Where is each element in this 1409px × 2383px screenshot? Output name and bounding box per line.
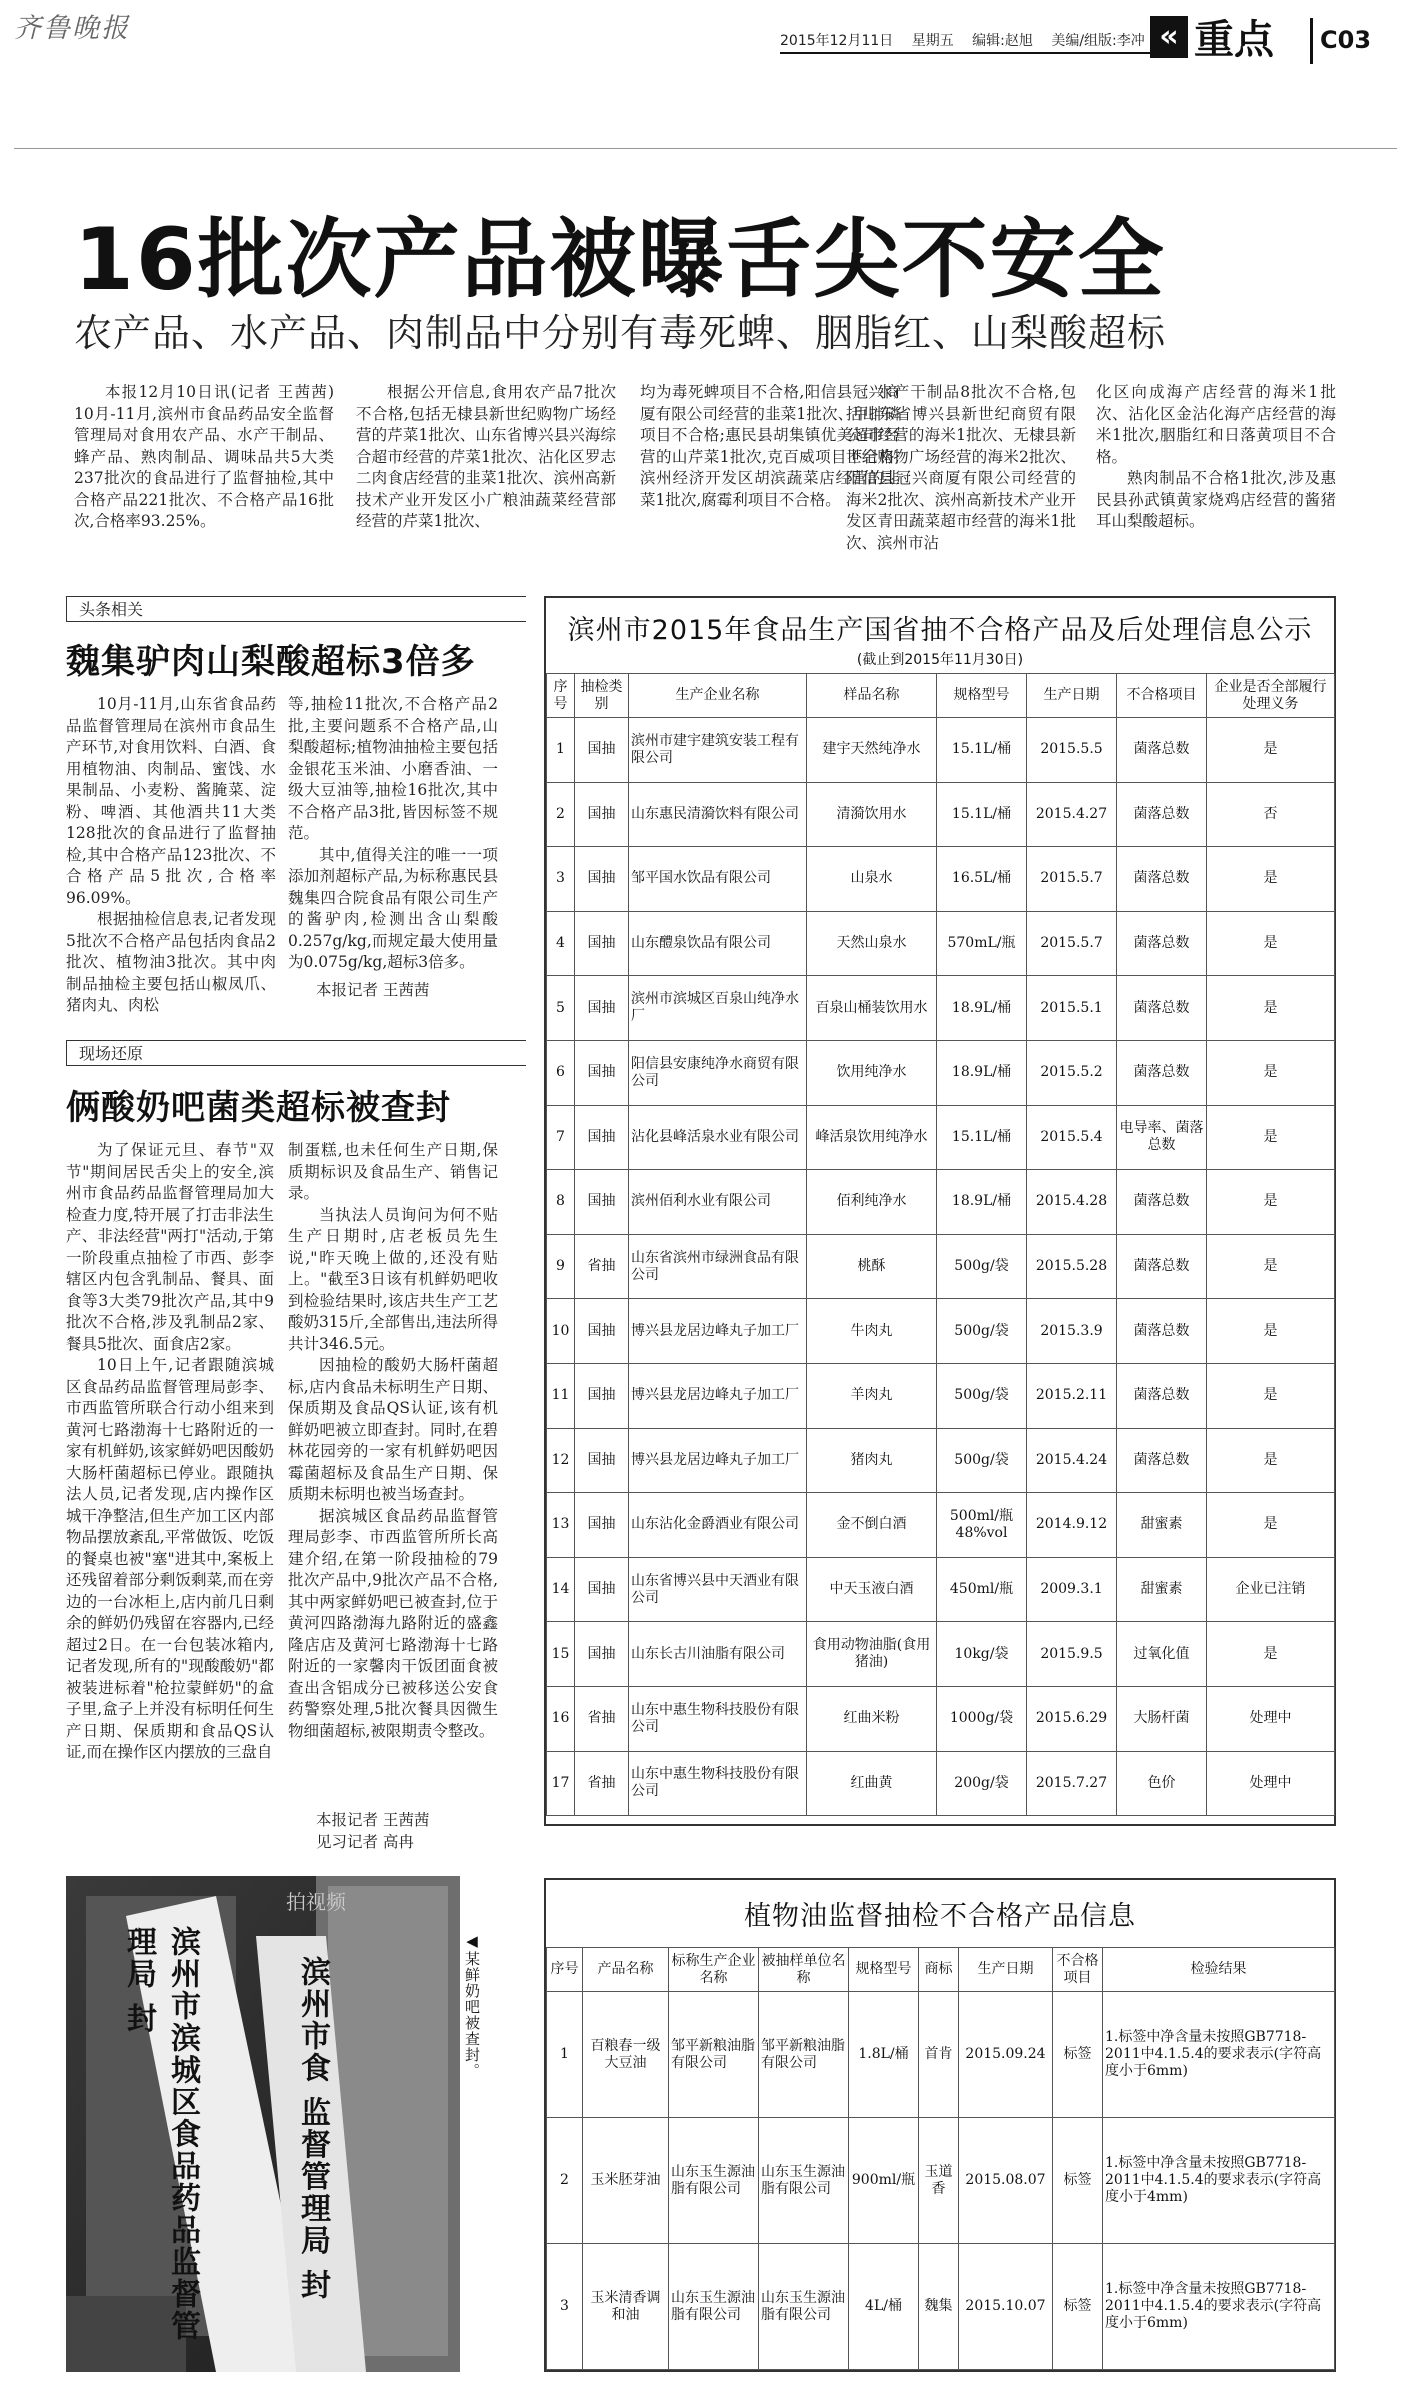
table1-cell: 大肠杆菌 (1117, 1686, 1207, 1751)
top-rule (14, 148, 1397, 149)
table1-cell: 滨州佰利水业有限公司 (629, 1170, 807, 1235)
table1-row (547, 1557, 1335, 1622)
table2-cell: 4L/桶 (849, 2244, 919, 2370)
table1-cell: 2 (547, 782, 575, 847)
table1-header-row (547, 674, 1335, 718)
table1-header-cell: 样品名称 (807, 674, 937, 718)
table1-cell: 菌落总数 (1117, 1299, 1207, 1364)
page-number: C03 (1320, 26, 1372, 54)
table1-cell: 否 (1207, 782, 1335, 847)
table2-cell: 邹平新粮油脂有限公司 (759, 1992, 849, 2118)
seal-sash-2: 滨州市食 监督管理局 封 (295, 1956, 330, 2301)
table1-cell: 是 (1207, 1493, 1335, 1558)
table1-cell: 山东省滨州市绿洲食品有限公司 (629, 1234, 807, 1299)
table2-header-cell: 序号 (547, 1948, 583, 1992)
table1-cell: 是 (1207, 1622, 1335, 1687)
table1-cell: 菌落总数 (1117, 782, 1207, 847)
table2-header-cell: 不合格项目 (1053, 1948, 1103, 1992)
table1-body (547, 718, 1335, 1816)
table1-cell: 山东沾化金爵酒业有限公司 (629, 1493, 807, 1558)
table1-cell: 17 (547, 1751, 575, 1816)
lead-column-4: 水产干制品8批次不合格,包括山东省博兴县新世纪商贸有限公司经营的海米1批次、无棣县新世纪购物广场经营的海米2批次、阳信县冠兴商厦有限公司经营的海米2批次、滨州高新技术产业开发区青田蔬菜超市经营的海米1批次、滨州市沾 (846, 383, 1076, 552)
table2-header-cell: 被抽样单位名称 (759, 1948, 849, 1992)
table1-cell: 2015.5.5 (1027, 718, 1117, 783)
table1-cell: 1000g/袋 (937, 1686, 1027, 1751)
table2-header-cell: 标称生产企业名称 (669, 1948, 759, 1992)
table1-cell: 2015.5.28 (1027, 1234, 1117, 1299)
table2-cell: 标签 (1053, 2244, 1103, 2370)
designer-credit: 美编/组版:李冲 (1051, 33, 1145, 49)
table1-cell: 500ml/瓶 48%vol (937, 1493, 1027, 1558)
table1-header-cell: 规格型号 (937, 674, 1027, 718)
table1-cell: 菌落总数 (1117, 1170, 1207, 1235)
table1-row (547, 1428, 1335, 1493)
table1-cell: 建宇天然纯净水 (807, 718, 937, 783)
editor-credit: 编辑:赵旭 (972, 33, 1033, 49)
table1-cell: 2015.4.28 (1027, 1170, 1117, 1235)
table1-cell: 18.9L/桶 (937, 1040, 1027, 1105)
table1-grid (546, 673, 1335, 1816)
table1-cell: 邹平国水饮品有限公司 (629, 847, 807, 912)
table1-cell: 滨州市建宇建筑安装工程有限公司 (629, 718, 807, 783)
table1-cell: 菌落总数 (1117, 847, 1207, 912)
table1-cell: 省抽 (575, 1751, 629, 1816)
table1-cell: 2015.5.1 (1027, 976, 1117, 1041)
table1-cell: 国抽 (575, 1299, 629, 1364)
table1-row (547, 1170, 1335, 1235)
related-title: 魏集驴肉山梨酸超标3倍多 (66, 642, 476, 682)
scene-p3: 制蛋糕,也未任何生产日期,保质期标识及食品生产、销售记录。 (288, 1141, 498, 1202)
table1-cell: 10kg/袋 (937, 1622, 1027, 1687)
table2-grid (546, 1947, 1335, 2370)
table1-cell: 阳信县安康纯净水商贸有限公司 (629, 1040, 807, 1105)
table1-cell: 国抽 (575, 976, 629, 1041)
table1-cell: 金不倒白酒 (807, 1493, 937, 1558)
table1-cell: 国抽 (575, 1363, 629, 1428)
table2-cell: 1.标签中净含量未按照GB7718-2011中4.1.5.4的要求表示(字符高度小于6mm) (1103, 2244, 1335, 2370)
sub-headline: 农产品、水产品、肉制品中分别有毒死蜱、胭脂红、山梨酸超标 (74, 311, 1167, 355)
table1-cell: 甜蜜素 (1117, 1557, 1207, 1622)
section-divider (1310, 18, 1313, 64)
table1-cell: 中天玉液白酒 (807, 1557, 937, 1622)
issue-date: 2015年12月11日 (780, 33, 894, 49)
table1-cell: 红曲黄 (807, 1751, 937, 1816)
table2-header-cell: 商标 (919, 1948, 959, 1992)
section-chevron-icon: « (1150, 16, 1188, 58)
table1-cell: 15.1L/桶 (937, 782, 1027, 847)
scene-byline-1: 本报记者 王茜茜 (316, 1811, 430, 1829)
table1-cell: 饮用纯净水 (807, 1040, 937, 1105)
table1-cell: 是 (1207, 911, 1335, 976)
table1-row (547, 1040, 1335, 1105)
lead-column-1: 本报12月10日讯(记者 王茜茜) 10月-11月,滨州市食品药品安全监督管理局对食用农产品、水产干制品、蜂产品、熟肉制品、调味品共5大类237批次的食品进行了监督抽检,其中合格产品221批次、不合格产品16批次,合格率93.25%。 (74, 383, 334, 530)
table1-cell: 10 (547, 1299, 575, 1364)
table1-cell: 18.9L/桶 (937, 976, 1027, 1041)
table1-cell: 8 (547, 1170, 575, 1235)
table2-row (547, 2244, 1335, 2370)
issue-weekday: 星期五 (911, 33, 954, 49)
table2-cell: 3 (547, 2244, 583, 2370)
photo-caption: ◀某鲜奶吧被查封。 (463, 1932, 481, 2079)
table1-cell: 2014.9.12 (1027, 1493, 1117, 1558)
table2-title: 植物油监督抽检不合格产品信息 (744, 1901, 1136, 1932)
related-tag-label: 头条相关 (79, 600, 144, 619)
related-p1: 10月-11月,山东省食品药品监督管理局在滨州市食品生产环节,对食用饮料、白酒、食用植物油、肉制品、蜜饯、水果制品、小麦粉、酱腌菜、淀粉、啤酒、其他酒共11大类128批次的食品进行了监督抽检,其中合格产品123批次、不合格产品5批次,合格率96.09%。 (66, 695, 276, 907)
table1-cell: 博兴县龙居边峰丸子加工厂 (629, 1428, 807, 1493)
seal-sash-1: 滨州市滨城区食品药品监督管理局 封 (121, 1926, 200, 2342)
vegetable-oil-table (544, 1878, 1336, 2372)
table1-cell: 天然山泉水 (807, 911, 937, 976)
related-byline: 本报记者 王茜茜 (316, 981, 430, 999)
table2-cell: 900ml/瓶 (849, 2118, 919, 2244)
scene-p6: 据滨城区食品药品监督管理局彭李、市西监管所所长高建介绍,在第一阶段抽检的79批次产品中,9批次产品不合格,其中两家鲜奶吧已被查封,位于黄河四路渤海九路附近的盛鑫隆店店及黄河七路渤海十七路附近的一家馨肉干饭团面食被查出含铝成分已被移送公安食药警察处理,5批次餐具因微生物细菌超标,被限期责令整改。 (288, 1506, 498, 1740)
table2-cell: 玉米胚芽油 (583, 2118, 669, 2244)
scene-column-1 (66, 1140, 274, 1852)
table1-cell: 省抽 (575, 1234, 629, 1299)
table2-header-row (547, 1948, 1335, 1992)
table1-cell: 2015.4.27 (1027, 782, 1117, 847)
table1-cell: 食用动物油脂(食用猪油) (807, 1622, 937, 1687)
table1-cell: 18.9L/桶 (937, 1170, 1027, 1235)
header-meta (780, 30, 1159, 50)
table1-header-cell: 不合格项目 (1117, 674, 1207, 718)
table1-cell: 500g/袋 (937, 1363, 1027, 1428)
table1-cell: 16.5L/桶 (937, 847, 1027, 912)
table2-cell: 2015.08.07 (959, 2118, 1053, 2244)
table1-cell: 甜蜜素 (1117, 1493, 1207, 1558)
table1-cell: 是 (1207, 976, 1335, 1041)
table1-row (547, 911, 1335, 976)
table1-cell: 2015.5.2 (1027, 1040, 1117, 1105)
table1-cell: 是 (1207, 1040, 1335, 1105)
header-rule (780, 52, 1150, 54)
paper-logo: 齐鲁晚报 (14, 13, 130, 44)
table1-cell: 4 (547, 911, 575, 976)
scene-p5: 因抽检的酸奶大肠杆菌超标,店内食品未标明生产日期、保质期及食品QS认证,该有机鲜奶吧被立即查封。同时,在碧林花园旁的一家有机鲜奶吧因霉菌超标及食品生产日期、保质期未标明也被当场查封。 (288, 1356, 498, 1503)
table1-cell: 菌落总数 (1117, 911, 1207, 976)
table1-cell: 2015.5.7 (1027, 847, 1117, 912)
table1-cell: 2015.9.5 (1027, 1622, 1117, 1687)
table2-cell: 1 (547, 1992, 583, 2118)
table2-cell: 1.8L/桶 (849, 1992, 919, 2118)
table1-subtitle: (截止到2015年11月30日) (856, 652, 1024, 668)
table1-row (547, 1751, 1335, 1816)
table1-header-cell: 生产日期 (1027, 674, 1117, 718)
table1-cell: 500g/袋 (937, 1299, 1027, 1364)
table1-cell: 3 (547, 847, 575, 912)
table1-cell: 6 (547, 1040, 575, 1105)
table1-cell: 桃酥 (807, 1234, 937, 1299)
table1-cell: 山东中惠生物科技股份有限公司 (629, 1751, 807, 1816)
table1-cell: 企业已注销 (1207, 1557, 1335, 1622)
table1-row (547, 782, 1335, 847)
table1-cell: 是 (1207, 718, 1335, 783)
table1-cell: 山泉水 (807, 847, 937, 912)
table1-cell: 1 (547, 718, 575, 783)
section-name: 重点 (1194, 17, 1274, 63)
table1-cell: 处理中 (1207, 1686, 1335, 1751)
table1-row (547, 1234, 1335, 1299)
table1-cell: 菌落总数 (1117, 976, 1207, 1041)
lead-column-2: 根据公开信息,食用农产品7批次不合格,包括无棣县新世纪购物广场经营的芹菜1批次、山东省博兴县兴海综合超市经营的芹菜1批次、沾化区罗志二肉食店经营的韭菜1批次、滨州高新技术产业开发区小广粮油蔬菜经营部经营的芹菜1批次、 (356, 383, 616, 530)
table1-cell: 山东中惠生物科技股份有限公司 (629, 1686, 807, 1751)
related-tag (66, 596, 526, 622)
table1-cell: 14 (547, 1557, 575, 1622)
table1-cell: 国抽 (575, 782, 629, 847)
table2-cell: 山东玉生源油脂有限公司 (759, 2118, 849, 2244)
table1-cell: 山东长古川油脂有限公司 (629, 1622, 807, 1687)
table2-cell: 2015.10.07 (959, 2244, 1053, 2370)
lead-column-3: 均为毒死蜱项目不合格,阳信县冠兴商厦有限公司经营的韭菜1批次、甲拌磷项目不合格;惠民县胡集镇优美超市经营的山芹菜1批次,克百威项目不合格;滨州经济开发区胡滨蔬菜店经营的韭菜1批次,腐霉利项目不合格。 (640, 383, 900, 509)
table2-body (547, 1992, 1335, 2370)
table1-cell: 清漪饮用水 (807, 782, 937, 847)
table1-cell: 过氧化值 (1117, 1622, 1207, 1687)
table1-cell: 2009.3.1 (1027, 1557, 1117, 1622)
table2-header-cell: 产品名称 (583, 1948, 669, 1992)
table1-cell: 国抽 (575, 1170, 629, 1235)
table1-cell: 2015.2.11 (1027, 1363, 1117, 1428)
related-column-1 (66, 694, 276, 1014)
table1-cell: 山东醴泉饮品有限公司 (629, 911, 807, 976)
table1-cell: 国抽 (575, 1622, 629, 1687)
scene-byline-2: 见习记者 高冉 (316, 1833, 414, 1851)
table1-cell: 是 (1207, 1234, 1335, 1299)
table2-header-cell: 检验结果 (1103, 1948, 1335, 1992)
lead-column-5 (1096, 382, 1336, 533)
table1-cell: 2015.5.4 (1027, 1105, 1117, 1170)
table1-cell: 博兴县龙居边峰丸子加工厂 (629, 1299, 807, 1364)
table2-cell: 邹平新粮油脂有限公司 (669, 1992, 759, 2118)
table1-cell: 是 (1207, 847, 1335, 912)
table1-cell: 国抽 (575, 1105, 629, 1170)
scene-p1: 为了保证元旦、春节"双节"期间居民舌尖上的安全,滨州市食品药品监督管理局加大检查力度,特开展了打击非法生产、非法经营"两打"活动,于第一阶段重点抽检了市西、彭李辖区内包含乳制品、餐具、面食等3大类79批次产品,其中9批次不合格,涉及乳制品2家、餐具5批次、面食店2家。 (66, 1141, 274, 1353)
table1-header-cell: 抽检类别 (575, 674, 629, 718)
table1-cell: 国抽 (575, 718, 629, 783)
related-p4: 其中,值得关注的唯一一项添加剂超标产品,为标称惠民县魏集四合院食品有限公司生产的酱驴肉,检测出含山梨酸0.257g/kg,而规定最大使用量为0.075g/kg,超标3倍多。 (288, 845, 498, 971)
table1-cell: 12 (547, 1428, 575, 1493)
table1-cell: 500g/袋 (937, 1428, 1027, 1493)
table1-cell: 滨州市滨城区百泉山纯净水厂 (629, 976, 807, 1041)
table1-row (547, 718, 1335, 783)
scene-tag (66, 1040, 526, 1066)
table1-cell: 色价 (1117, 1751, 1207, 1816)
related-p3: 等,抽检11批次,不合格产品2批,主要问题系不合格产品,山梨酸超标;植物油抽检主要包括金银花玉米油、小磨香油、一级大豆油等,抽检16批次,其中不合格产品3批,皆因标签不规范。 (288, 695, 498, 842)
related-column-2 (288, 694, 498, 971)
table1-cell: 7 (547, 1105, 575, 1170)
table1-cell: 2015.5.7 (1027, 911, 1117, 976)
table1-cell: 15 (547, 1622, 575, 1687)
table1-row (547, 976, 1335, 1041)
photo-watermark: 拍视频 (286, 1890, 346, 1914)
table1-cell: 佰利纯净水 (807, 1170, 937, 1235)
table1-cell: 沾化县峰活泉水业有限公司 (629, 1105, 807, 1170)
table1-cell: 是 (1207, 1363, 1335, 1428)
table1-cell: 9 (547, 1234, 575, 1299)
table2-row (547, 1992, 1335, 2118)
scene-p2: 10日上午,记者跟随滨城区食品药品监督管理局彭李、市西监管所联合行动小组来到黄河七路渤海十七路附近的一家有机鲜奶,该家鲜奶吧因酸奶大肠杆菌超标已停业。跟随执法人员,记者发现,店内操作区城干净整洁,但生产加工区内部物品摆放紊乱,平常做饭、吃饭的餐桌也被"塞"进其中,案板上还残留着部分剩饭剩菜,而在旁边的一台冰柜上,店内前几日剩余的鲜奶仍残留在容器内,已经超过2日。在一台包装冰箱内,记者发现,所有的"现酸酸奶"都被装进标着"枪拉蒙鲜奶"的盒子里,盒子上并没有标明任何生产日期、保质期和食品QS认证,而在操作区内摆放的三盘自 (66, 1356, 274, 1761)
table1-cell: 2015.6.29 (1027, 1686, 1117, 1751)
table1-cell: 羊肉丸 (807, 1363, 937, 1428)
table1-cell: 红曲米粉 (807, 1686, 937, 1751)
table1-cell: 菌落总数 (1117, 1363, 1207, 1428)
table1-row (547, 1105, 1335, 1170)
table1-cell: 峰活泉饮用纯净水 (807, 1105, 937, 1170)
table2-cell: 山东玉生源油脂有限公司 (759, 2244, 849, 2370)
table1-header-cell: 序号 (547, 674, 575, 718)
table1-cell: 15.1L/桶 (937, 1105, 1027, 1170)
table1-cell: 国抽 (575, 911, 629, 976)
table1-cell: 450ml/瓶 (937, 1557, 1027, 1622)
table1-header-cell: 企业是否全部履行处理义务 (1207, 674, 1335, 718)
table2-cell: 标签 (1053, 1992, 1103, 2118)
table1-cell: 200g/袋 (937, 1751, 1027, 1816)
table1-cell: 2015.4.24 (1027, 1428, 1117, 1493)
scene-column-2 (288, 1140, 498, 1804)
table1-cell: 菌落总数 (1117, 1040, 1207, 1105)
table1-cell: 2015.7.27 (1027, 1751, 1117, 1816)
table1-cell: 菌落总数 (1117, 718, 1207, 783)
table2-cell: 魏集 (919, 2244, 959, 2370)
table1-cell: 处理中 (1207, 1751, 1335, 1816)
table2-header-cell: 规格型号 (849, 1948, 919, 1992)
table1-cell: 省抽 (575, 1686, 629, 1751)
news-photo (66, 1876, 460, 2372)
table1-cell: 山东惠民清漪饮料有限公司 (629, 782, 807, 847)
table1-row (547, 1299, 1335, 1364)
table1-cell: 菌落总数 (1117, 1234, 1207, 1299)
table2-row (547, 2118, 1335, 2244)
table1-cell: 是 (1207, 1170, 1335, 1235)
scene-title: 俩酸奶吧菌类超标被查封 (66, 1088, 451, 1128)
table2-cell: 百粮春一级大豆油 (583, 1992, 669, 2118)
table2-cell: 标签 (1053, 2118, 1103, 2244)
table1-cell: 国抽 (575, 1428, 629, 1493)
table1-row (547, 1493, 1335, 1558)
table1-cell: 是 (1207, 1299, 1335, 1364)
table1-cell: 国抽 (575, 847, 629, 912)
table1-cell: 500g/袋 (937, 1234, 1027, 1299)
table2-cell: 首肯 (919, 1992, 959, 2118)
table2-cell: 1.标签中净含量未按照GB7718-2011中4.1.5.4的要求表示(字符高度小于6mm) (1103, 1992, 1335, 2118)
lead-column-5a: 化区向成海产店经营的海米1批次、沾化区金沾化海产店经营的海米1批次,胭脂红和日落黄项目不合格。 (1096, 383, 1336, 466)
table1-cell: 2015.3.9 (1027, 1299, 1117, 1364)
lead-column-5b: 熟肉制品不合格1批次,涉及惠民县孙武镇黄家烧鸡店经营的酱猪耳山梨酸超标。 (1096, 469, 1336, 530)
table1-cell: 13 (547, 1493, 575, 1558)
table2-cell: 山东玉生源油脂有限公司 (669, 2118, 759, 2244)
table1-cell: 国抽 (575, 1493, 629, 1558)
table2-cell: 山东玉生源油脂有限公司 (669, 2244, 759, 2370)
table1-cell: 570mL/瓶 (937, 911, 1027, 976)
table2-header-cell: 生产日期 (959, 1948, 1053, 1992)
table1-cell: 猪肉丸 (807, 1428, 937, 1493)
table1-cell: 是 (1207, 1105, 1335, 1170)
table2-cell: 玉米清香调和油 (583, 2244, 669, 2370)
table1-cell: 百泉山桶装饮用水 (807, 976, 937, 1041)
scene-p4: 当执法人员询问为何不贴生产日期时,店老板员先生说,"昨天晚上做的,还没有贴上。"截至3日该有机鲜奶吧收到检验结果时,该店共生产工艺酸奶315斤,全部售出,违法所得共计346.5元。 (288, 1205, 498, 1353)
table1-row (547, 1622, 1335, 1687)
table1-cell: 11 (547, 1363, 575, 1428)
main-headline: 16批次产品被曝舌尖不安全 (74, 210, 1166, 310)
table1-title: 滨州市2015年食品生产国省抽不合格产品及后处理信息公示 (567, 615, 1313, 646)
table1-cell: 16 (547, 1686, 575, 1751)
table1-row (547, 1686, 1335, 1751)
table1-cell: 是 (1207, 1428, 1335, 1493)
table1-cell: 15.1L/桶 (937, 718, 1027, 783)
table1-cell: 5 (547, 976, 575, 1041)
table1-row (547, 1363, 1335, 1428)
table2-cell: 玉道香 (919, 2118, 959, 2244)
table2-cell: 2 (547, 2118, 583, 2244)
related-p2: 根据抽检信息表,记者发现5批次不合格产品包括肉食品2批次、植物油3批次。其中肉制品抽检主要包括山椒凤爪、猪肉丸、肉松 (66, 910, 276, 1014)
table1-cell: 国抽 (575, 1557, 629, 1622)
table1-cell: 国抽 (575, 1040, 629, 1105)
table1-cell: 牛肉丸 (807, 1299, 937, 1364)
table1-header-cell: 生产企业名称 (629, 674, 807, 718)
scene-tag-label: 现场还原 (79, 1044, 144, 1063)
table1-cell: 博兴县龙居边峰丸子加工厂 (629, 1363, 807, 1428)
table2-cell: 2015.09.24 (959, 1992, 1053, 2118)
table2-cell: 1.标签中净含量未按照GB7718-2011中4.1.5.4的要求表示(字符高度小于4mm) (1103, 2118, 1335, 2244)
table1-cell: 山东省博兴县中天酒业有限公司 (629, 1557, 807, 1622)
table1-row (547, 847, 1335, 912)
table1-cell: 菌落总数 (1117, 1428, 1207, 1493)
nonconforming-products-table (544, 596, 1336, 1826)
table1-cell: 电导率、菌落总数 (1117, 1105, 1207, 1170)
